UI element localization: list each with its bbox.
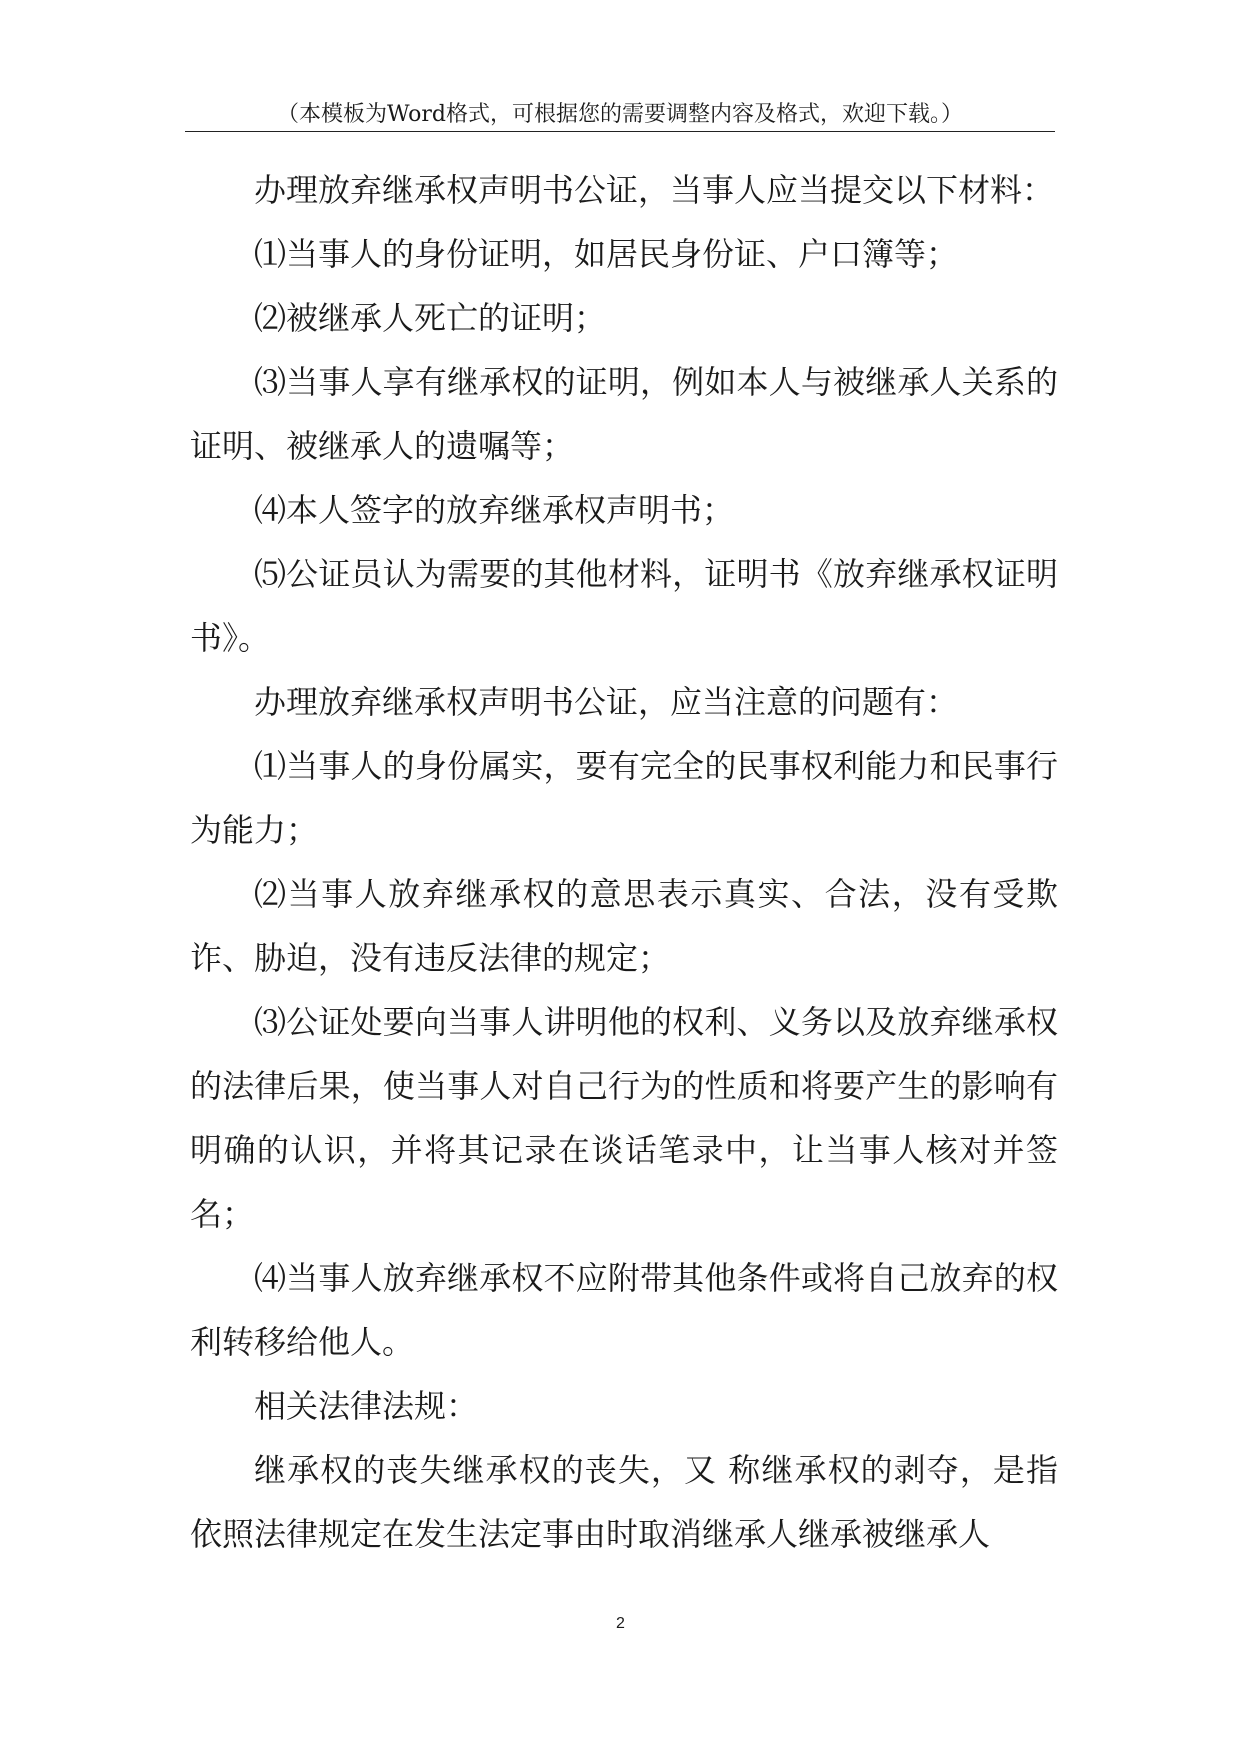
paragraph-materials-intro: 办理放弃继承权声明书公证，当事人应当提交以下材料： <box>254 171 1055 209</box>
paragraph-material-4: ⑷本人签字的放弃继承权声明书； <box>254 491 735 529</box>
paragraph-issue-2: ⑵当事人放弃继承权的意思表示真实、合法，没有受欺诈、胁迫，没有违反法律的规定； <box>190 875 1058 977</box>
paragraph-material-2: ⑵被继承人死亡的证明； <box>254 299 607 337</box>
header-note: （本模板为Word格式，可根据您的需要调整内容及格式，欢迎下载。） <box>277 102 963 127</box>
document-body <box>190 158 1058 1566</box>
paragraph-issue-4: ⑷当事人放弃继承权不应附带其他条件或将自己放弃的权利转移给他人。 <box>190 1259 1058 1361</box>
paragraph-material-1: ⑴当事人的身份证明，如居民身份证、户口簿等； <box>254 235 959 273</box>
page-number: 2 <box>616 1615 625 1632</box>
paragraph-issue-1: ⑴当事人的身份属实，要有完全的民事权利能力和民事行为能力； <box>190 747 1058 849</box>
paragraph-loss-of-inheritance: 继承权的丧失继承权的丧失，又 称继承权的剥夺，是指依照法律规定在发生法定事由时取消继承人继承被继承人 <box>190 1451 1058 1553</box>
paragraph-issues-intro: 办理放弃继承权声明书公证，应当注意的问题有： <box>254 683 959 721</box>
header-divider <box>185 131 1055 132</box>
paragraph-issue-3: ⑶公证处要向当事人讲明他的权利、义务以及放弃继承权的法律后果，使当事人对自己行为的性质和将要产生的影响有明确的认识，并将其记录在谈话笔录中，让当事人核对并签名； <box>190 1003 1058 1233</box>
paragraph-laws-heading: 相关法律法规： <box>254 1387 479 1425</box>
paragraph-material-5: ⑸公证员认为需要的其他材料，证明书《放弃继承权证明书》。 <box>190 555 1058 657</box>
paragraph-material-3: ⑶当事人享有继承权的证明，例如本人与被继承人关系的证明、被继承人的遗嘱等； <box>190 363 1058 465</box>
